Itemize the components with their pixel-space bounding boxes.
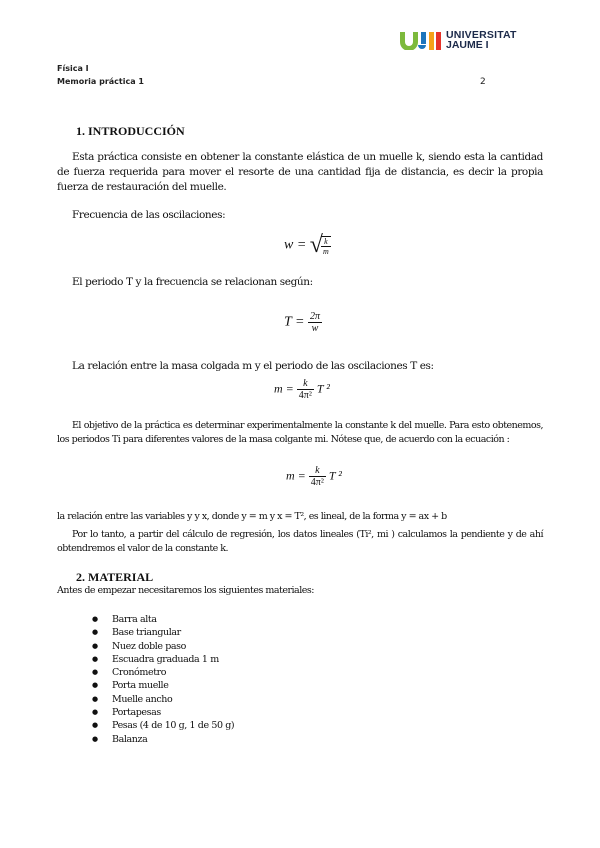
page-number: 2 xyxy=(480,77,486,87)
list-item: ● Barra alta xyxy=(92,613,392,626)
eq1-denominator: m xyxy=(322,246,329,256)
course-title: Física I xyxy=(57,64,89,73)
regression-paragraph: Por lo tanto, a partir del cálculo de regresión, los datos lineales (Ti², mi ) calculamos la pendiente y de ahí obtendremos el valor de la constante k. xyxy=(57,529,543,554)
list-item: ● Pesas (4 de 10 g, 1 de 50 g) xyxy=(92,719,392,732)
eq4-numerator: k xyxy=(309,465,326,477)
list-item: ● Nuez doble paso xyxy=(92,640,392,653)
equation-mass-1 xyxy=(274,378,330,401)
equation-frequency: w = √ $\frac{k}{m}$ xyxy=(284,232,329,258)
material-intro: Antes de empezar necesitaremos los siguientes materiales: xyxy=(57,585,314,596)
section-heading-material: 2. MATERIAL xyxy=(76,570,154,584)
uji-logo-mark xyxy=(400,32,442,50)
eq1-numerator: k xyxy=(321,237,331,247)
list-item: ● Balanza xyxy=(92,733,392,746)
list-item: ● Cronómetro xyxy=(92,666,392,679)
university-logo xyxy=(400,30,520,52)
objective-paragraph: El objetivo de la práctica es determinar experimentalmente la constante k del muelle. Para esto obtenemos, los periodos Ti para diferentes valores de la masa colgante mi. Nótese que, de acuerdo con la ecuación : xyxy=(57,420,543,445)
eq2-lhs: T = xyxy=(284,314,305,330)
frequency-label: Frecuencia de las oscilaciones: xyxy=(72,209,226,221)
eq4-lhs: m = xyxy=(286,468,306,483)
equation-mass-2 xyxy=(286,465,342,488)
eq4-denominator: 4π² xyxy=(310,477,324,488)
intro-paragraph: Esta práctica consiste en obtener la constante elástica de un muelle k, siendo esta la cantidad de fuerza requerida para mover el resorte de una cantidad fija de distancia, es decir la propia fuerza de restauración del muelle. xyxy=(57,151,543,193)
eq3-tail: T ² xyxy=(316,381,330,396)
mass-relation-text: La relación entre la masa colgada m y el periodo de las oscilaciones T es: xyxy=(72,360,434,372)
list-item: ● Escuadra graduada 1 m xyxy=(92,653,392,666)
list-item: ● Base triangular xyxy=(92,626,392,639)
eq3-numerator: k xyxy=(297,378,314,390)
eq2-numerator: 2π xyxy=(309,311,320,322)
section-heading-intro: 1. INTRODUCCIÓN xyxy=(76,124,185,138)
list-item: ● Portapesas xyxy=(92,706,392,719)
list-item: ● Porta muelle xyxy=(92,679,392,692)
period-text: El periodo T y la frecuencia se relacionan según: xyxy=(72,276,313,288)
eq1-lhs: w = xyxy=(284,237,307,253)
logo-text-line1: UNIVERSITAT xyxy=(446,29,517,41)
eq3-lhs: m = xyxy=(274,381,294,396)
eq4-tail: T ² xyxy=(328,468,342,483)
equation-period xyxy=(284,311,322,334)
logo-text-line2: JAUME I xyxy=(446,39,489,51)
eq3-denominator: 4π² xyxy=(298,390,312,401)
list-item: ● Muelle ancho xyxy=(92,693,392,706)
materials-list xyxy=(92,613,392,746)
document-title: Memoria práctica 1 xyxy=(57,77,144,86)
eq2-denominator: w xyxy=(311,323,319,334)
linear-relation-text: la relación entre las variables y y x, donde y = m y x = T², es lineal, de la forma y = ax + b xyxy=(57,511,447,522)
